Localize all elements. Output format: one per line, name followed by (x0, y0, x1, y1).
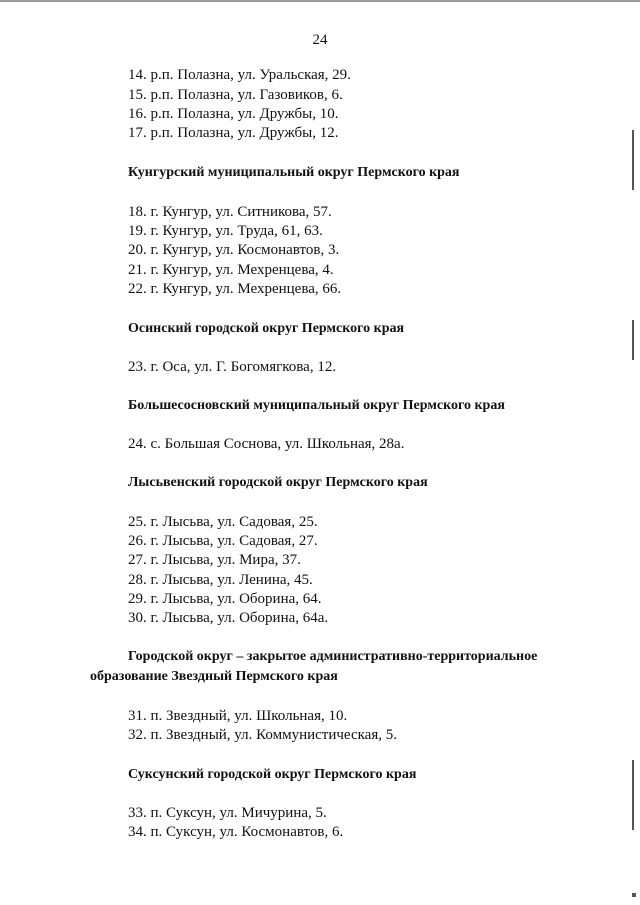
list-item: 28. г. Лысьва, ул. Ленина, 45. (128, 572, 313, 588)
section-heading: Кунгурский муниципальный округ Пермского края (128, 165, 460, 180)
list-item: 31. п. Звездный, ул. Школьная, 10. (128, 708, 348, 724)
list-item: 22. г. Кунгур, ул. Мехренцева, 66. (128, 281, 342, 297)
list-item: 32. п. Звездный, ул. Коммунистическая, 5. (128, 727, 397, 743)
scan-dot (632, 893, 636, 897)
list-item: 18. г. Кунгур, ул. Ситникова, 57. (128, 204, 332, 220)
list-item: 26. г. Лысьва, ул. Садовая, 27. (128, 533, 318, 549)
list-item: 27. г. Лысьва, ул. Мира, 37. (128, 552, 301, 568)
page-number: 24 (312, 32, 328, 48)
section-heading: Большесосновский муниципальный округ Пермского края (128, 398, 505, 413)
section-heading-continued: образование Звездный Пермского края (90, 669, 338, 684)
scan-edge-mark (632, 320, 634, 360)
scan-edge-mark (632, 760, 634, 830)
list-item: 14. р.п. Полазна, ул. Уральская, 29. (128, 67, 351, 83)
list-item: 33. п. Суксун, ул. Мичурина, 5. (128, 805, 327, 821)
list-item: 25. г. Лысьва, ул. Садовая, 25. (128, 514, 318, 530)
scan-edge-mark (632, 130, 634, 190)
list-item: 17. р.п. Полазна, ул. Дружбы, 12. (128, 125, 339, 141)
list-item: 21. г. Кунгур, ул. Мехренцева, 4. (128, 262, 334, 278)
list-item: 19. г. Кунгур, ул. Труда, 61, 63. (128, 223, 323, 239)
list-item: 34. п. Суксун, ул. Космонавтов, 6. (128, 824, 344, 840)
list-item: 23. г. Оса, ул. Г. Богомягкова, 12. (128, 359, 337, 375)
list-item: 24. с. Большая Соснова, ул. Школьная, 28а. (128, 436, 405, 452)
list-item: 15. р.п. Полазна, ул. Газовиков, 6. (128, 87, 343, 103)
list-item: 30. г. Лысьва, ул. Оборина, 64а. (128, 610, 329, 626)
section-heading: Лысьвенский городской округ Пермского края (128, 475, 428, 490)
section-heading: Суксунский городской округ Пермского края (128, 767, 417, 782)
list-item: 16. р.п. Полазна, ул. Дружбы, 10. (128, 106, 339, 122)
list-item: 29. г. Лысьва, ул. Оборина, 64. (128, 591, 322, 607)
list-item: 20. г. Кунгур, ул. Космонавтов, 3. (128, 242, 340, 258)
section-heading: Городской округ – закрытое административно-территориальное (128, 649, 538, 664)
scan-edge-top (0, 0, 640, 2)
section-heading: Осинский городской округ Пермского края (128, 321, 405, 336)
